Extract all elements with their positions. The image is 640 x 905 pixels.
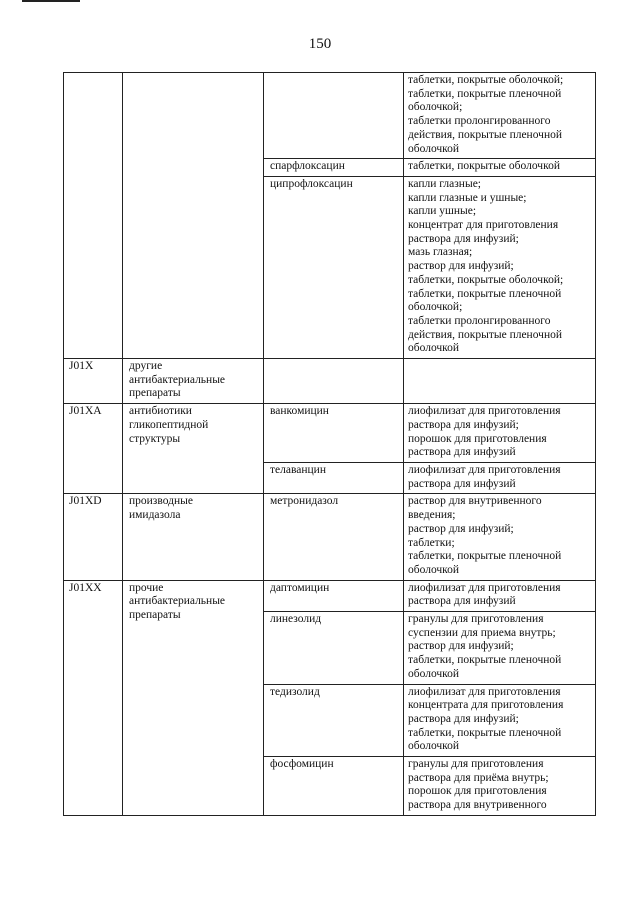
- cell-text-line: таблетки, покрытые оболочкой: [408, 160, 560, 173]
- cell-text-line: имидазола: [129, 509, 181, 522]
- anatomical-therapeutic-group-cell: [123, 580, 264, 815]
- cell-text-line: раствора для инфузий: [408, 477, 516, 490]
- dosage-forms-cell: [404, 612, 596, 685]
- cell-text-line: капли глазные;: [408, 177, 481, 190]
- cell-text-line: таблетки, покрытые пленочной: [408, 654, 562, 667]
- cell-text-line: оболочкой: [408, 667, 460, 680]
- cell-text-line: лиофилизат для приготовления: [408, 581, 561, 594]
- cell-text-line: раствор для внутривенного: [408, 495, 542, 508]
- cell-text-line: другие: [129, 360, 163, 373]
- drug-name-cell: даптомицин: [264, 580, 404, 611]
- table-row: [64, 404, 596, 463]
- cell-text-line: антибактериальные: [129, 595, 226, 608]
- drug-name-cell: телаванцин: [264, 462, 404, 493]
- cell-text-line: раствор для инфузий;: [408, 260, 514, 273]
- cell-text-line: суспензии для приема внутрь;: [408, 626, 556, 639]
- cell-text-line: капли глазные и ушные;: [408, 191, 527, 204]
- dosage-forms-cell: [404, 684, 596, 757]
- cell-text-line: оболочкой;: [408, 301, 463, 314]
- atc-code-cell: [64, 73, 123, 359]
- cell-text-line: раствор для инфузий;: [408, 522, 514, 535]
- cell-text-line: раствора для приёма внутрь;: [408, 771, 549, 784]
- drug-name-cell: ванкомицин: [264, 404, 404, 463]
- cell-text-line: таблетки пролонгированного: [408, 115, 551, 128]
- cell-text-line: оболочкой: [408, 740, 460, 753]
- cell-text-line: таблетки, покрытые пленочной: [408, 550, 562, 563]
- cell-text-line: раствора для внутривенного: [408, 799, 547, 812]
- cell-text-line: концентрат для приготовления: [408, 219, 559, 232]
- cell-text-line: препараты: [129, 609, 181, 622]
- cell-text-line: раствора для инфузий;: [408, 418, 519, 431]
- cell-text-line: таблетки, покрытые оболочкой;: [408, 74, 564, 86]
- atc-code-cell: J01XX: [64, 580, 123, 815]
- dosage-forms-cell: [404, 73, 596, 159]
- cell-text-line: действия, покрытые пленочной: [408, 128, 563, 141]
- drug-name-cell: спарфлоксацин: [264, 159, 404, 177]
- cell-text-line: мазь глазная;: [408, 246, 473, 259]
- dosage-forms-cell: [404, 462, 596, 493]
- table-row: [64, 73, 596, 159]
- cell-text-line: таблетки, покрытые пленочной: [408, 726, 562, 739]
- cell-text-line: действия, покрытые пленочной: [408, 328, 563, 341]
- atc-code-cell: J01XA: [64, 404, 123, 494]
- cell-text-line: порошок для приготовления: [408, 785, 547, 798]
- cell-text-line: лиофилизат для приготовления: [408, 463, 561, 476]
- drug-table: [63, 72, 596, 816]
- cell-text-line: таблетки, покрытые оболочкой;: [408, 273, 564, 286]
- cell-text-line: оболочкой: [408, 342, 460, 355]
- cell-text-line: концентрата для приготовления: [408, 699, 564, 712]
- cell-text-line: препараты: [129, 387, 181, 400]
- cell-text-line: антибиотики: [129, 405, 192, 418]
- anatomical-therapeutic-group-cell: [123, 404, 264, 494]
- anatomical-therapeutic-group-cell: [123, 73, 264, 359]
- cell-text-line: антибактериальные: [129, 373, 226, 386]
- dosage-forms-cell: [404, 159, 596, 177]
- drug-name-cell: метронидазол: [264, 494, 404, 580]
- atc-code-cell: J01X: [64, 359, 123, 404]
- cell-text-line: раствор для инфузий;: [408, 640, 514, 653]
- cell-text-line: введения;: [408, 509, 456, 522]
- dosage-forms-cell: [404, 494, 596, 580]
- cell-text-line: оболочкой: [408, 563, 460, 576]
- dosage-forms-cell: [404, 176, 596, 358]
- drug-name-cell: [264, 359, 404, 404]
- cell-text-line: раствора для инфузий;: [408, 232, 519, 245]
- dosage-forms-cell: [404, 404, 596, 463]
- drug-name-cell: [264, 73, 404, 159]
- cell-text-line: оболочкой: [408, 142, 460, 155]
- page-number: 150: [308, 36, 332, 52]
- table-row: [64, 359, 596, 404]
- cell-text-line: структуры: [129, 432, 181, 445]
- cell-text-line: порошок для приготовления: [408, 432, 547, 445]
- atc-code-cell: J01XD: [64, 494, 123, 580]
- anatomical-therapeutic-group-cell: [123, 494, 264, 580]
- table-row: [64, 494, 596, 580]
- cell-text-line: производные: [129, 495, 193, 508]
- cell-text-line: таблетки, покрытые пленочной: [408, 87, 562, 100]
- drug-name-cell: тедизолид: [264, 684, 404, 757]
- dosage-forms-cell: [404, 757, 596, 816]
- cell-text-line: раствора для инфузий;: [408, 712, 519, 725]
- cell-text-line: оболочкой;: [408, 101, 463, 114]
- cell-text-line: капли ушные;: [408, 205, 477, 218]
- cell-text-line: таблетки;: [408, 536, 455, 549]
- cell-text-line: раствора для инфузий: [408, 595, 516, 608]
- cell-text-line: таблетки, покрытые пленочной: [408, 287, 562, 300]
- cell-text-line: прочие: [129, 581, 164, 594]
- drug-name-cell: линезолид: [264, 612, 404, 685]
- cell-text-line: лиофилизат для приготовления: [408, 405, 561, 418]
- top-scan-mark: [22, 0, 80, 2]
- drug-name-cell: фосфомицин: [264, 757, 404, 816]
- dosage-forms-cell: [404, 580, 596, 611]
- cell-text-line: гликопептидной: [129, 418, 209, 431]
- anatomical-therapeutic-group-cell: [123, 359, 264, 404]
- cell-text-line: лиофилизат для приготовления: [408, 685, 561, 698]
- dosage-forms-cell: [404, 359, 596, 404]
- drug-name-cell: ципрофлоксацин: [264, 176, 404, 358]
- cell-text-line: гранулы для приготовления: [408, 613, 544, 626]
- cell-text-line: гранулы для приготовления: [408, 758, 544, 771]
- cell-text-line: раствора для инфузий: [408, 446, 516, 459]
- table-row: [64, 580, 596, 611]
- cell-text-line: таблетки пролонгированного: [408, 314, 551, 327]
